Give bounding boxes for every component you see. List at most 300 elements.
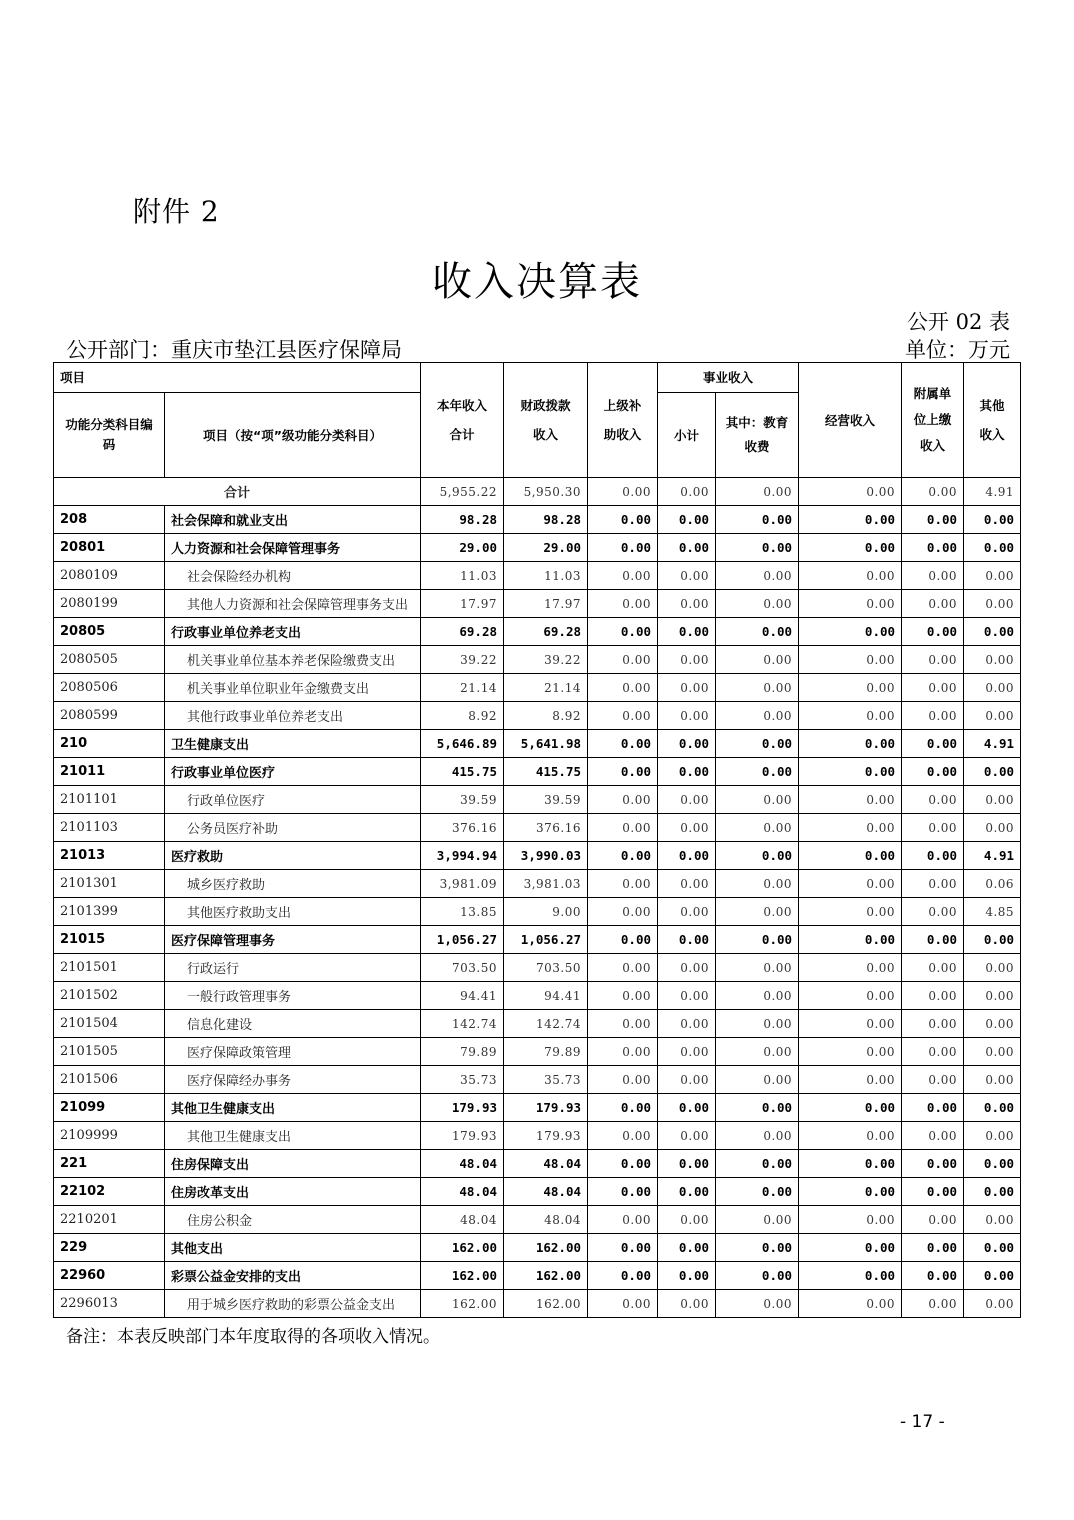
cell-operating: 0.00 (799, 702, 902, 730)
cell-edu: 0.00 (716, 478, 799, 506)
cell-fiscal: 48.04 (504, 1178, 588, 1206)
cell-operating: 0.00 (799, 478, 902, 506)
cell-fiscal: 29.00 (504, 534, 588, 562)
cell-operating: 0.00 (799, 1206, 902, 1234)
cell-upper: 0.00 (588, 506, 658, 534)
cell-edu: 0.00 (716, 646, 799, 674)
cell-operating: 0.00 (799, 1290, 902, 1318)
cell-upper: 0.00 (588, 814, 658, 842)
cell-code: 221 (54, 1150, 165, 1178)
cell-edu: 0.00 (716, 870, 799, 898)
cell-fiscal: 39.22 (504, 646, 588, 674)
cell-edu: 0.00 (716, 1262, 799, 1290)
cell-edu: 0.00 (716, 534, 799, 562)
table-row (54, 814, 1021, 842)
cell-fiscal: 98.28 (504, 506, 588, 534)
cell-edu: 0.00 (716, 758, 799, 786)
cell-edu: 0.00 (716, 1066, 799, 1094)
cell-code: 2101505 (54, 1038, 165, 1066)
cell-code: 22960 (54, 1262, 165, 1290)
table-row (54, 702, 1021, 730)
cell-name: 其他支出 (165, 1234, 421, 1262)
cell-operating: 0.00 (799, 898, 902, 926)
cell-name: 行政运行 (165, 954, 421, 982)
cell-upper: 0.00 (588, 870, 658, 898)
cell-total: 5,646.89 (421, 730, 504, 758)
header-edu-fee: 其中：教育 收费 (716, 393, 799, 478)
cell-fiscal: 415.75 (504, 758, 588, 786)
cell-operating: 0.00 (799, 1038, 902, 1066)
cell-upper: 0.00 (588, 730, 658, 758)
cell-code: 2101101 (54, 786, 165, 814)
table-number: 公开 02 表 (906, 310, 1010, 334)
cell-upper: 0.00 (588, 1010, 658, 1038)
cell-name: 住房公积金 (165, 1206, 421, 1234)
cell-subtotal: 0.00 (658, 1150, 716, 1178)
cell-operating: 0.00 (799, 590, 902, 618)
cell-other: 0.00 (964, 674, 1021, 702)
cell-name: 行政单位医疗 (165, 786, 421, 814)
cell-name: 城乡医疗救助 (165, 870, 421, 898)
table-row (54, 954, 1021, 982)
cell-fiscal: 5,641.98 (504, 730, 588, 758)
cell-subtotal: 0.00 (658, 1206, 716, 1234)
cell-operating: 0.00 (799, 1010, 902, 1038)
cell-edu: 0.00 (716, 1038, 799, 1066)
cell-operating: 0.00 (799, 1094, 902, 1122)
cell-total: 39.22 (421, 646, 504, 674)
table-row (54, 1122, 1021, 1150)
cell-upper: 0.00 (588, 1234, 658, 1262)
cell-affiliated: 0.00 (902, 534, 964, 562)
cell-affiliated: 0.00 (902, 1122, 964, 1150)
cell-name: 彩票公益金安排的支出 (165, 1262, 421, 1290)
cell-name: 其他医疗救助支出 (165, 898, 421, 926)
cell-fiscal: 162.00 (504, 1262, 588, 1290)
cell-other: 0.00 (964, 982, 1021, 1010)
cell-fiscal: 17.97 (504, 590, 588, 618)
cell-subtotal: 0.00 (658, 618, 716, 646)
cell-upper: 0.00 (588, 1178, 658, 1206)
cell-upper: 0.00 (588, 646, 658, 674)
table-row (54, 674, 1021, 702)
cell-subtotal: 0.00 (658, 730, 716, 758)
cell-edu: 0.00 (716, 1122, 799, 1150)
cell-upper: 0.00 (588, 674, 658, 702)
cell-subtotal: 0.00 (658, 478, 716, 506)
cell-code: 2101301 (54, 870, 165, 898)
cell-upper: 0.00 (588, 562, 658, 590)
cell-subtotal: 0.00 (658, 786, 716, 814)
table-row (54, 562, 1021, 590)
cell-total: 376.16 (421, 814, 504, 842)
page-number: - 17 - (900, 1412, 945, 1432)
cell-name: 人力资源和社会保障管理事务 (165, 534, 421, 562)
cell-operating: 0.00 (799, 842, 902, 870)
cell-total: 21.14 (421, 674, 504, 702)
cell-edu: 0.00 (716, 1178, 799, 1206)
cell-total: 8.92 (421, 702, 504, 730)
cell-subtotal: 0.00 (658, 926, 716, 954)
cell-fiscal: 94.41 (504, 982, 588, 1010)
cell-code: 2101502 (54, 982, 165, 1010)
cell-other: 0.00 (964, 954, 1021, 982)
cell-other: 0.00 (964, 590, 1021, 618)
cell-affiliated: 0.00 (902, 1234, 964, 1262)
cell-total: 29.00 (421, 534, 504, 562)
cell-subtotal: 0.00 (658, 1010, 716, 1038)
cell-subtotal: 0.00 (658, 674, 716, 702)
cell-operating: 0.00 (799, 1066, 902, 1094)
cell-other: 0.00 (964, 1206, 1021, 1234)
cell-name: 机关事业单位基本养老保险缴费支出 (165, 646, 421, 674)
header-row-1 (54, 363, 1021, 393)
cell-fiscal: 48.04 (504, 1206, 588, 1234)
cell-name: 公务员医疗补助 (165, 814, 421, 842)
cell-fiscal: 8.92 (504, 702, 588, 730)
cell-subtotal: 0.00 (658, 534, 716, 562)
cell-name: 用于城乡医疗救助的彩票公益金支出 (165, 1290, 421, 1318)
cell-total: 162.00 (421, 1262, 504, 1290)
table-row (54, 1094, 1021, 1122)
header-code: 功能分类科目编码 (54, 393, 165, 478)
cell-affiliated: 0.00 (902, 842, 964, 870)
cell-upper: 0.00 (588, 1094, 658, 1122)
cell-other: 0.00 (964, 506, 1021, 534)
cell-fiscal: 703.50 (504, 954, 588, 982)
cell-code: 2101399 (54, 898, 165, 926)
cell-total: 48.04 (421, 1206, 504, 1234)
cell-subtotal: 0.00 (658, 982, 716, 1010)
cell-code: 2101504 (54, 1010, 165, 1038)
cell-other: 0.00 (964, 702, 1021, 730)
cell-operating: 0.00 (799, 618, 902, 646)
cell-affiliated: 0.00 (902, 1178, 964, 1206)
cell-subtotal: 0.00 (658, 590, 716, 618)
cell-total: 1,056.27 (421, 926, 504, 954)
cell-total: 11.03 (421, 562, 504, 590)
table-row (54, 1262, 1021, 1290)
table-row (54, 870, 1021, 898)
header-total: 本年收入 合计 (421, 363, 504, 478)
cell-operating: 0.00 (799, 786, 902, 814)
cell-total: 17.97 (421, 590, 504, 618)
cell-code: 2296013 (54, 1290, 165, 1318)
table-row (54, 730, 1021, 758)
cell-upper: 0.00 (588, 618, 658, 646)
cell-code: 22102 (54, 1178, 165, 1206)
cell-total: 69.28 (421, 618, 504, 646)
cell-other: 0.00 (964, 1066, 1021, 1094)
cell-upper: 0.00 (588, 478, 658, 506)
cell-operating: 0.00 (799, 814, 902, 842)
cell-affiliated: 0.00 (902, 1038, 964, 1066)
cell-total: 39.59 (421, 786, 504, 814)
cell-other: 0.00 (964, 534, 1021, 562)
cell-edu: 0.00 (716, 842, 799, 870)
cell-subtotal: 0.00 (658, 506, 716, 534)
cell-code: 2080599 (54, 702, 165, 730)
cell-affiliated: 0.00 (902, 730, 964, 758)
table-row (54, 646, 1021, 674)
cell-fiscal: 79.89 (504, 1038, 588, 1066)
table-row (54, 842, 1021, 870)
cell-code: 20801 (54, 534, 165, 562)
cell-edu: 0.00 (716, 954, 799, 982)
cell-total: 179.93 (421, 1094, 504, 1122)
cell-subtotal: 0.00 (658, 898, 716, 926)
cell-code: 21099 (54, 1094, 165, 1122)
cell-subtotal: 0.00 (658, 814, 716, 842)
cell-edu: 0.00 (716, 730, 799, 758)
cell-name: 医疗保障管理事务 (165, 926, 421, 954)
cell-total: 162.00 (421, 1234, 504, 1262)
cell-fiscal: 48.04 (504, 1150, 588, 1178)
cell-subtotal: 0.00 (658, 1262, 716, 1290)
cell-affiliated: 0.00 (902, 814, 964, 842)
cell-total: 703.50 (421, 954, 504, 982)
cell-operating: 0.00 (799, 982, 902, 1010)
cell-code: 2101103 (54, 814, 165, 842)
cell-operating: 0.00 (799, 1178, 902, 1206)
cell-fiscal: 142.74 (504, 1010, 588, 1038)
header-project: 项目 (54, 363, 421, 393)
cell-edu: 0.00 (716, 786, 799, 814)
unit-label: 单位：万元 (905, 338, 1010, 362)
cell-name: 其他人力资源和社会保障管理事务支出 (165, 590, 421, 618)
cell-subtotal: 0.00 (658, 702, 716, 730)
cell-upper: 0.00 (588, 1122, 658, 1150)
cell-code: 208 (54, 506, 165, 534)
cell-edu: 0.00 (716, 702, 799, 730)
cell-other: 0.00 (964, 1178, 1021, 1206)
header-other: 其他 收入 (964, 363, 1021, 478)
cell-total: 3,981.09 (421, 870, 504, 898)
cell-operating: 0.00 (799, 534, 902, 562)
cell-other: 4.91 (964, 478, 1021, 506)
cell-fiscal: 3,981.03 (504, 870, 588, 898)
cell-operating: 0.00 (799, 1262, 902, 1290)
header-fiscal: 财政拨款 收入 (504, 363, 588, 478)
cell-total: 415.75 (421, 758, 504, 786)
cell-other: 0.00 (964, 1290, 1021, 1318)
table-row (54, 534, 1021, 562)
cell-other: 0.06 (964, 870, 1021, 898)
cell-name: 其他卫生健康支出 (165, 1094, 421, 1122)
cell-fiscal: 5,950.30 (504, 478, 588, 506)
cell-upper: 0.00 (588, 1206, 658, 1234)
cell-affiliated: 0.00 (902, 590, 964, 618)
cell-fiscal: 179.93 (504, 1122, 588, 1150)
cell-upper: 0.00 (588, 842, 658, 870)
cell-total: 162.00 (421, 1290, 504, 1318)
table-row (54, 1206, 1021, 1234)
total-row (54, 478, 1021, 506)
cell-name: 医疗保障经办事务 (165, 1066, 421, 1094)
table-row (54, 982, 1021, 1010)
cell-affiliated: 0.00 (902, 982, 964, 1010)
cell-subtotal: 0.00 (658, 562, 716, 590)
cell-other: 0.00 (964, 646, 1021, 674)
header-upper-subsidy: 上级补 助收入 (588, 363, 658, 478)
cell-affiliated: 0.00 (902, 1150, 964, 1178)
cell-edu: 0.00 (716, 590, 799, 618)
cell-affiliated: 0.00 (902, 870, 964, 898)
cell-operating: 0.00 (799, 646, 902, 674)
cell-code: 229 (54, 1234, 165, 1262)
cell-edu: 0.00 (716, 1010, 799, 1038)
cell-fiscal: 69.28 (504, 618, 588, 646)
table-row (54, 1010, 1021, 1038)
header-affiliated: 附属单 位上缴 收入 (902, 363, 964, 478)
cell-code: 2080506 (54, 674, 165, 702)
cell-fiscal: 21.14 (504, 674, 588, 702)
table-row (54, 590, 1021, 618)
cell-total: 5,955.22 (421, 478, 504, 506)
cell-edu: 0.00 (716, 506, 799, 534)
cell-other: 0.00 (964, 562, 1021, 590)
cell-fiscal: 3,990.03 (504, 842, 588, 870)
cell-edu: 0.00 (716, 1150, 799, 1178)
cell-edu: 0.00 (716, 618, 799, 646)
cell-name: 其他行政事业单位养老支出 (165, 702, 421, 730)
cell-affiliated: 0.00 (902, 1010, 964, 1038)
cell-code: 2080505 (54, 646, 165, 674)
cell-name: 机关事业单位职业年金缴费支出 (165, 674, 421, 702)
cell-code: 21013 (54, 842, 165, 870)
cell-name: 信息化建设 (165, 1010, 421, 1038)
cell-edu: 0.00 (716, 562, 799, 590)
table-row (54, 1178, 1021, 1206)
cell-affiliated: 0.00 (902, 618, 964, 646)
cell-affiliated: 0.00 (902, 674, 964, 702)
cell-other: 0.00 (964, 1094, 1021, 1122)
cell-upper: 0.00 (588, 898, 658, 926)
table-row (54, 1038, 1021, 1066)
cell-upper: 0.00 (588, 954, 658, 982)
cell-operating: 0.00 (799, 562, 902, 590)
cell-affiliated: 0.00 (902, 562, 964, 590)
cell-subtotal: 0.00 (658, 954, 716, 982)
cell-other: 0.00 (964, 758, 1021, 786)
cell-fiscal: 35.73 (504, 1066, 588, 1094)
cell-edu: 0.00 (716, 1290, 799, 1318)
cell-total: 3,994.94 (421, 842, 504, 870)
cell-total: 94.41 (421, 982, 504, 1010)
cell-other: 0.00 (964, 786, 1021, 814)
cell-total: 35.73 (421, 1066, 504, 1094)
cell-subtotal: 0.00 (658, 758, 716, 786)
cell-name: 住房改革支出 (165, 1178, 421, 1206)
cell-upper: 0.00 (588, 1150, 658, 1178)
cell-edu: 0.00 (716, 1206, 799, 1234)
cell-affiliated: 0.00 (902, 954, 964, 982)
cell-subtotal: 0.00 (658, 842, 716, 870)
cell-name: 医疗救助 (165, 842, 421, 870)
table-row (54, 926, 1021, 954)
cell-affiliated: 0.00 (902, 786, 964, 814)
cell-other: 0.00 (964, 1234, 1021, 1262)
cell-code: 21015 (54, 926, 165, 954)
table-row (54, 618, 1021, 646)
cell-name: 医疗保障政策管理 (165, 1038, 421, 1066)
cell-total: 179.93 (421, 1122, 504, 1150)
cell-code: 20805 (54, 618, 165, 646)
cell-total: 79.89 (421, 1038, 504, 1066)
department-label: 公开部门：重庆市垫江县医疗保障局 (66, 338, 402, 362)
cell-affiliated: 0.00 (902, 758, 964, 786)
cell-affiliated: 0.00 (902, 926, 964, 954)
cell-name: 社会保险经办机构 (165, 562, 421, 590)
cell-affiliated: 0.00 (902, 1206, 964, 1234)
cell-operating: 0.00 (799, 758, 902, 786)
cell-code: 2109999 (54, 1122, 165, 1150)
cell-code: 2080109 (54, 562, 165, 590)
cell-edu: 0.00 (716, 1234, 799, 1262)
cell-upper: 0.00 (588, 926, 658, 954)
cell-other: 0.00 (964, 1038, 1021, 1066)
cell-total: 48.04 (421, 1150, 504, 1178)
cell-subtotal: 0.00 (658, 1122, 716, 1150)
cell-upper: 0.00 (588, 1262, 658, 1290)
header-name: 项目（按“项”级功能分类科目） (165, 393, 421, 478)
cell-affiliated: 0.00 (902, 646, 964, 674)
total-label: 合计 (54, 478, 421, 506)
cell-upper: 0.00 (588, 1038, 658, 1066)
cell-subtotal: 0.00 (658, 1178, 716, 1206)
cell-upper: 0.00 (588, 758, 658, 786)
cell-edu: 0.00 (716, 982, 799, 1010)
cell-name: 社会保障和就业支出 (165, 506, 421, 534)
cell-total: 13.85 (421, 898, 504, 926)
cell-edu: 0.00 (716, 898, 799, 926)
cell-affiliated: 0.00 (902, 506, 964, 534)
cell-fiscal: 162.00 (504, 1290, 588, 1318)
table-row (54, 1066, 1021, 1094)
cell-upper: 0.00 (588, 982, 658, 1010)
cell-operating: 0.00 (799, 1234, 902, 1262)
cell-operating: 0.00 (799, 926, 902, 954)
cell-fiscal: 9.00 (504, 898, 588, 926)
attachment-label: 附件 2 (133, 195, 220, 228)
cell-code: 2101506 (54, 1066, 165, 1094)
cell-fiscal: 179.93 (504, 1094, 588, 1122)
cell-other: 0.00 (964, 926, 1021, 954)
table-row (54, 786, 1021, 814)
cell-fiscal: 162.00 (504, 1234, 588, 1262)
cell-affiliated: 0.00 (902, 702, 964, 730)
table-row (54, 1290, 1021, 1318)
cell-operating: 0.00 (799, 1150, 902, 1178)
page-title: 收入决算表 (432, 259, 642, 305)
table-row (54, 898, 1021, 926)
cell-other: 4.91 (964, 842, 1021, 870)
cell-upper: 0.00 (588, 702, 658, 730)
cell-other: 0.00 (964, 814, 1021, 842)
cell-affiliated: 0.00 (902, 1066, 964, 1094)
income-table (53, 362, 1021, 1318)
footnote: 备注：本表反映部门本年度取得的各项收入情况。 (66, 1327, 440, 1347)
header-subtotal: 小计 (658, 393, 716, 478)
cell-other: 0.00 (964, 1122, 1021, 1150)
table-body (54, 506, 1021, 1318)
cell-edu: 0.00 (716, 926, 799, 954)
cell-other: 0.00 (964, 1262, 1021, 1290)
cell-affiliated: 0.00 (902, 1290, 964, 1318)
cell-subtotal: 0.00 (658, 1290, 716, 1318)
table-row (54, 506, 1021, 534)
cell-total: 142.74 (421, 1010, 504, 1038)
